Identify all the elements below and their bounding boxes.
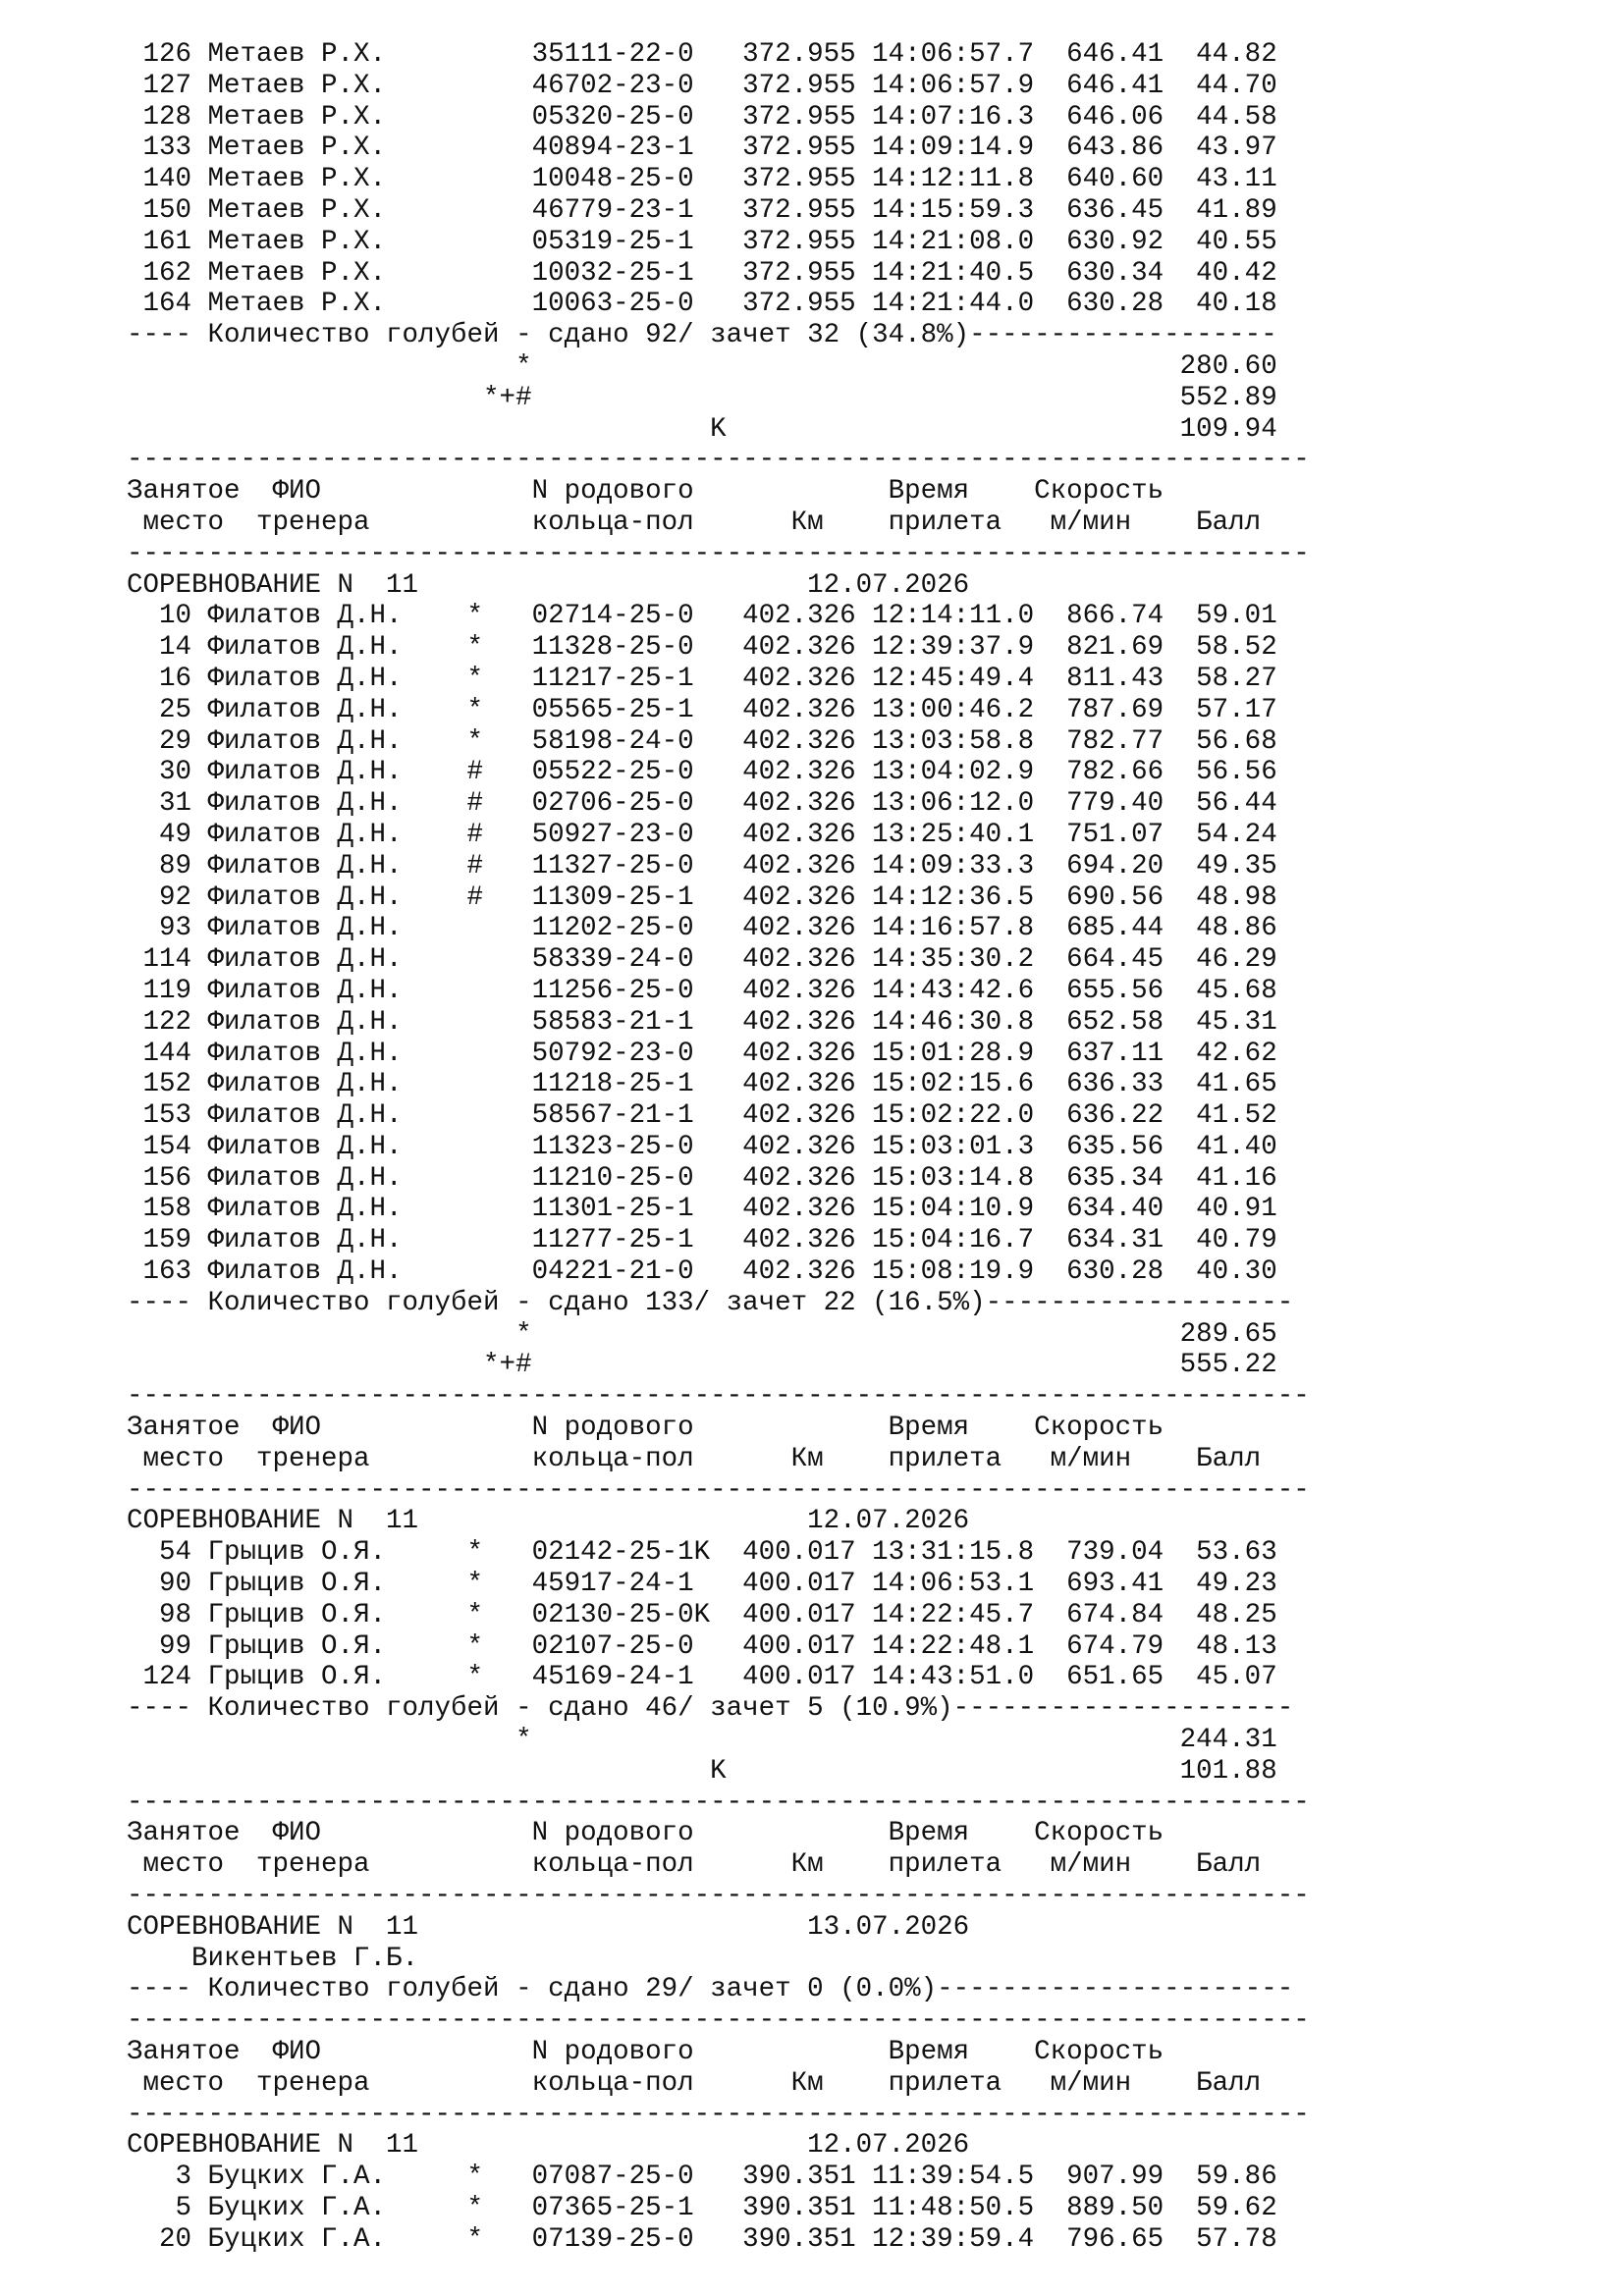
result-row: 49 Филатов Д.Н. # 50927-23-0 402.326 13:25:40.1 751.07 54.24 — [127, 819, 1277, 850]
summary-line: ---- Количество голубей - сдано 92/ зачет 32 (34.8%)------------------- — [127, 320, 1277, 351]
competition-line: СОРЕВНОВАНИЕ N 11 13.07.2026 — [127, 1911, 970, 1943]
separator-line: ------------------------------------------------------------------------- — [127, 1881, 1310, 1912]
result-row: 114 Филатов Д.Н. 58339-24-0 402.326 14:35:30.2 664.45 46.29 — [127, 944, 1277, 976]
result-row: 31 Филатов Д.Н. # 02706-25-0 402.326 13:06:12.0 779.40 56.44 — [127, 788, 1277, 820]
result-row: 119 Филатов Д.Н. 11256-25-0 402.326 14:43:42.6 655.56 45.68 — [127, 975, 1277, 1006]
result-row: 10 Филатов Д.Н. * 02714-25-0 402.326 12:14:11.0 866.74 59.01 — [127, 601, 1277, 632]
result-row: 90 Грыцив О.Я. * 45917-24-1 400.017 14:06:53.1 693.41 49.23 — [127, 1569, 1277, 1600]
column-header-line: Занятое ФИО N родового Время Скорость — [127, 1413, 1164, 1444]
result-row: 89 Филатов Д.Н. # 11327-25-0 402.326 14:09:33.3 694.20 49.35 — [127, 850, 1277, 881]
competition-line: СОРЕВНОВАНИЕ N 11 12.07.2026 — [127, 1506, 970, 1537]
totals-line: K 101.88 — [127, 1755, 1277, 1787]
result-row: 99 Грыцив О.Я. * 02107-25-0 400.017 14:22:48.1 674.79 48.13 — [127, 1630, 1277, 1662]
column-header-line: место тренера кольца-пол Км прилета м/мин Балл — [127, 2067, 1262, 2099]
result-row: 158 Филатов Д.Н. 11301-25-1 402.326 15:04:10.9 634.40 40.91 — [127, 1194, 1277, 1225]
summary-line: ---- Количество голубей - сдано 46/ зачет 5 (10.9%)--------------------- — [127, 1693, 1294, 1725]
result-row: 5 Буцких Г.А. * 07365-25-1 390.351 11:48:50.5 889.50 59.62 — [127, 2192, 1277, 2223]
column-header-line: место тренера кольца-пол Км прилета м/мин Балл — [127, 1443, 1262, 1474]
result-row: 153 Филатов Д.Н. 58567-21-1 402.326 15:02:22.0 636.22 41.52 — [127, 1100, 1277, 1132]
separator-line: ------------------------------------------------------------------------- — [127, 445, 1310, 476]
result-row: 29 Филатов Д.Н. * 58198-24-0 402.326 13:03:58.8 782.77 56.68 — [127, 725, 1277, 757]
result-row: 150 Метаев Р.Х. 46779-23-1 372.955 14:15:59.3 636.45 41.89 — [127, 194, 1277, 226]
result-row: 30 Филатов Д.Н. # 05522-25-0 402.326 13:04:02.9 782.66 56.56 — [127, 757, 1277, 788]
column-header-line: Занятое ФИО N родового Время Скорость — [127, 476, 1164, 507]
column-header-line: Занятое ФИО N родового Время Скорость — [127, 1818, 1164, 1849]
result-row: 3 Буцких Г.А. * 07087-25-0 390.351 11:39:54.5 907.99 59.86 — [127, 2162, 1277, 2193]
column-header-line: место тренера кольца-пол Км прилета м/мин Балл — [127, 507, 1262, 538]
column-header-line: Занятое ФИО N родового Время Скорость — [127, 2037, 1164, 2067]
totals-line: * 289.65 — [127, 1318, 1277, 1350]
separator-line: ------------------------------------------------------------------------- — [127, 538, 1310, 569]
totals-line: *+# 555.22 — [127, 1350, 1277, 1381]
result-row: 140 Метаев Р.Х. 10048-25-0 372.955 14:12:11.8 640.60 43.11 — [127, 164, 1277, 195]
result-row: 154 Филатов Д.Н. 11323-25-0 402.326 15:03:01.3 635.56 41.40 — [127, 1131, 1277, 1162]
result-row: 20 Буцких Г.А. * 07139-25-0 390.351 12:39:59.4 796.65 57.78 — [127, 2223, 1277, 2255]
report-text — [127, 39, 1310, 2256]
result-row: 133 Метаев Р.Х. 40894-23-1 372.955 14:09:14.9 643.86 43.97 — [127, 133, 1277, 164]
result-row: 92 Филатов Д.Н. # 11309-25-1 402.326 14:12:36.5 690.56 48.98 — [127, 881, 1277, 913]
totals-line: * 280.60 — [127, 350, 1277, 382]
report-line: Викентьев Г.Б. — [127, 1943, 419, 1974]
summary-line: ---- Количество голубей - сдано 29/ зачет 0 (0.0%)---------------------- — [127, 1974, 1294, 2005]
result-row: 162 Метаев Р.Х. 10032-25-1 372.955 14:21:40.5 630.34 40.42 — [127, 257, 1277, 289]
separator-line: ------------------------------------------------------------------------- — [127, 1787, 1310, 1818]
separator-line: ------------------------------------------------------------------------- — [127, 1381, 1310, 1413]
result-row: 163 Филатов Д.Н. 04221-21-0 402.326 15:08:19.9 630.28 40.30 — [127, 1256, 1277, 1288]
competition-line: СОРЕВНОВАНИЕ N 11 12.07.2026 — [127, 2130, 970, 2162]
totals-line: K 109.94 — [127, 413, 1277, 445]
result-row: 122 Филатов Д.Н. 58583-21-1 402.326 14:46:30.8 652.58 45.31 — [127, 1006, 1277, 1038]
result-row: 98 Грыцив О.Я. * 02130-25-0K 400.017 14:22:45.7 674.84 48.25 — [127, 1599, 1277, 1630]
result-row: 16 Филатов Д.Н. * 11217-25-1 402.326 12:45:49.4 811.43 58.27 — [127, 663, 1277, 694]
summary-line: ---- Количество голубей - сдано 133/ зачет 22 (16.5%)------------------- — [127, 1287, 1294, 1318]
result-row: 124 Грыцив О.Я. * 45169-24-1 400.017 14:43:51.0 651.65 45.07 — [127, 1662, 1277, 1693]
result-row: 144 Филатов Д.Н. 50792-23-0 402.326 15:01:28.9 637.11 42.62 — [127, 1038, 1277, 1069]
result-row: 156 Филатов Д.Н. 11210-25-0 402.326 15:03:14.8 635.34 41.16 — [127, 1162, 1277, 1194]
result-row: 93 Филатов Д.Н. 11202-25-0 402.326 14:16:57.8 685.44 48.86 — [127, 913, 1277, 944]
result-row: 161 Метаев Р.Х. 05319-25-1 372.955 14:21:08.0 630.92 40.55 — [127, 226, 1277, 257]
separator-line: ------------------------------------------------------------------------- — [127, 2005, 1310, 2037]
result-row: 25 Филатов Д.Н. * 05565-25-1 402.326 13:00:46.2 787.69 57.17 — [127, 694, 1277, 725]
result-row: 164 Метаев Р.Х. 10063-25-0 372.955 14:21:44.0 630.28 40.18 — [127, 289, 1277, 320]
result-row: 159 Филатов Д.Н. 11277-25-1 402.326 15:04:16.7 634.31 40.79 — [127, 1225, 1277, 1256]
result-row: 14 Филатов Д.Н. * 11328-25-0 402.326 12:39:37.9 821.69 58.52 — [127, 632, 1277, 664]
totals-line: * 244.31 — [127, 1725, 1277, 1756]
separator-line: ------------------------------------------------------------------------- — [127, 1474, 1310, 1506]
competition-line: СОРЕВНОВАНИЕ N 11 12.07.2026 — [127, 569, 970, 601]
result-row: 152 Филатов Д.Н. 11218-25-1 402.326 15:02:15.6 636.33 41.65 — [127, 1069, 1277, 1100]
result-row: 126 Метаев Р.Х. 35111-22-0 372.955 14:06:57.7 646.41 44.82 — [127, 39, 1277, 70]
result-row: 127 Метаев Р.Х. 46702-23-0 372.955 14:06:57.9 646.41 44.70 — [127, 70, 1277, 101]
separator-line: ------------------------------------------------------------------------- — [127, 2099, 1310, 2130]
column-header-line: место тренера кольца-пол Км прилета м/мин Балл — [127, 1849, 1262, 1881]
result-row: 54 Грыцив О.Я. * 02142-25-1K 400.017 13:31:15.8 739.04 53.63 — [127, 1537, 1277, 1569]
result-row: 128 Метаев Р.Х. 05320-25-0 372.955 14:07:16.3 646.06 44.58 — [127, 101, 1277, 133]
totals-line: *+# 552.89 — [127, 382, 1277, 413]
